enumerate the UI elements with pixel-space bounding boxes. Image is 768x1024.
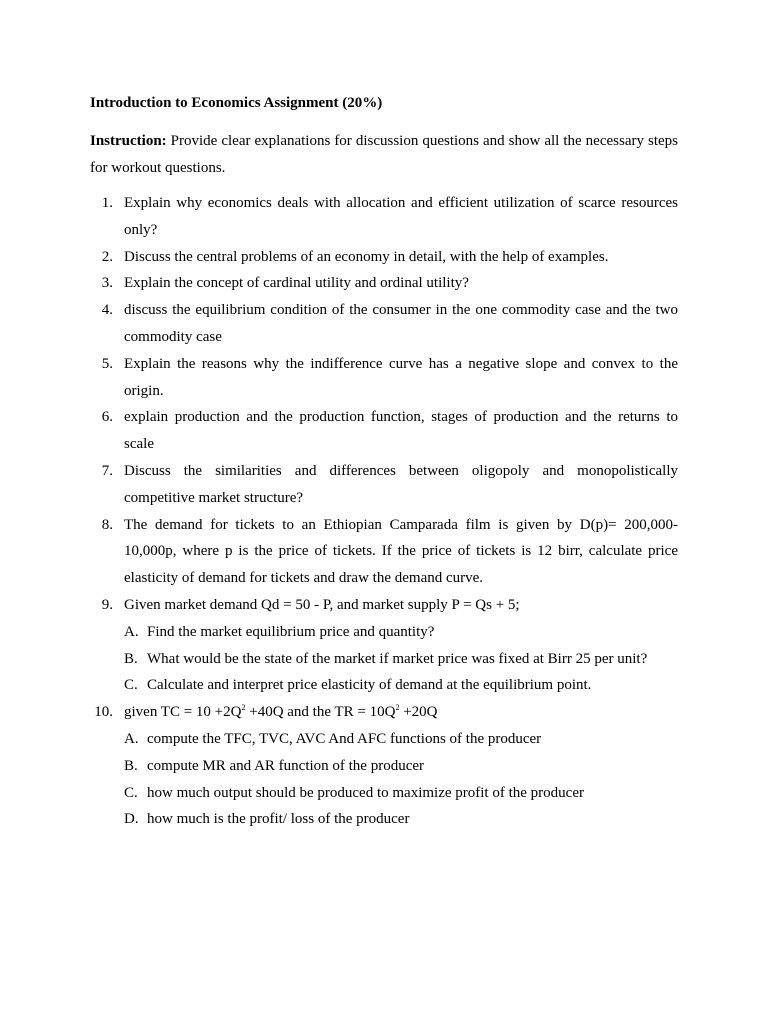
- sub-question-list: [124, 619, 678, 699]
- question-text: The demand for tickets to an Ethiopian Camparada film is given by D(p)= 200,000-10,000p, where p is the price of tickets. If the price of tickets is 12 birr, calculate price elasticity of demand for tickets and draw the demand curve.: [124, 516, 678, 587]
- question-number: 5.: [101, 355, 113, 372]
- instruction-text: Provide clear explanations for discussion questions and show all the necessary steps for workout questions.: [90, 133, 678, 176]
- sub-question-text: Find the market equilibrium price and quantity?: [147, 623, 435, 640]
- question-item: [90, 297, 678, 351]
- sub-question-item: [124, 780, 678, 807]
- question-number: 6.: [101, 409, 113, 426]
- sub-question-text: how much output should be produced to maximize profit of the producer: [147, 784, 584, 801]
- instruction-paragraph: [90, 128, 678, 182]
- question-text: Discuss the central problems of an economy in detail, with the help of examples.: [124, 248, 609, 265]
- question-number: 3.: [101, 275, 113, 292]
- sub-question-text: compute the TFC, TVC, AVC And AFC functions of the producer: [147, 730, 542, 747]
- sub-question-item: [124, 672, 678, 699]
- sub-question-letter: A.: [124, 623, 139, 640]
- question-text: [124, 699, 678, 726]
- document-page: [90, 92, 678, 833]
- instruction-label: Instruction:: [90, 133, 167, 149]
- assignment-title: Introduction to Economics Assignment (20%): [90, 95, 383, 111]
- formula-part: +20Q: [399, 704, 438, 721]
- sub-question-list: [124, 726, 678, 833]
- formula-part: given TC = 10 +2Q: [124, 704, 242, 721]
- question-item: [90, 270, 678, 297]
- formula-part: +40Q and the TR = 10Q: [245, 704, 396, 721]
- exponent: 2: [395, 703, 400, 713]
- question-item: [90, 404, 678, 458]
- question-number: 7.: [101, 462, 113, 479]
- sub-question-text: What would be the state of the market if market price was fixed at Birr 25 per unit?: [147, 650, 648, 667]
- question-text: Discuss the similarities and differences between oligopoly and monopolistically competitive market structure?: [124, 462, 678, 506]
- question-number: 4.: [101, 302, 113, 319]
- sub-question-letter: B.: [124, 757, 138, 774]
- question-list: [90, 190, 678, 833]
- sub-question-letter: C.: [124, 784, 138, 801]
- question-item: [90, 699, 678, 833]
- question-number: 10.: [94, 704, 113, 721]
- question-text: discuss the equilibrium condition of the consumer in the one commodity case and the two commodity case: [124, 302, 678, 345]
- sub-question-text: compute MR and AR function of the producer: [147, 757, 425, 774]
- question-number: 9.: [101, 596, 113, 613]
- question-text: Given market demand Qd = 50 - P, and market supply P = Qs + 5;: [124, 596, 520, 613]
- question-item: [90, 458, 678, 512]
- question-text: Explain why economics deals with allocation and efficient utilization of scarce resources only?: [124, 195, 678, 238]
- question-number: 1.: [101, 195, 113, 211]
- sub-question-text: Calculate and interpret price elasticity of demand at the equilibrium point.: [147, 677, 592, 694]
- sub-question-letter: A.: [124, 730, 139, 747]
- sub-question-item: [124, 619, 678, 646]
- question-text: explain production and the production function, stages of production and the returns to scale: [124, 409, 678, 453]
- sub-question-letter: B.: [124, 650, 138, 667]
- question-item: [90, 190, 678, 244]
- question-text: Explain the concept of cardinal utility and ordinal utility?: [124, 275, 469, 292]
- question-number: 2.: [101, 248, 113, 265]
- question-number: 8.: [101, 516, 113, 533]
- sub-question-item: [124, 646, 678, 673]
- sub-question-item: [124, 726, 678, 753]
- sub-question-item: [124, 753, 678, 780]
- sub-question-text: how much is the profit/ loss of the producer: [147, 811, 410, 828]
- sub-question-letter: D.: [124, 811, 139, 828]
- question-item: [90, 244, 678, 271]
- sub-question-item: [124, 806, 678, 833]
- exponent: 2: [241, 703, 246, 713]
- question-text: Explain the reasons why the indifference curve has a negative slope and convex to the origin.: [124, 355, 678, 399]
- question-item: [90, 592, 678, 699]
- sub-question-letter: C.: [124, 677, 138, 694]
- question-item: [90, 351, 678, 405]
- question-item: [90, 512, 678, 592]
